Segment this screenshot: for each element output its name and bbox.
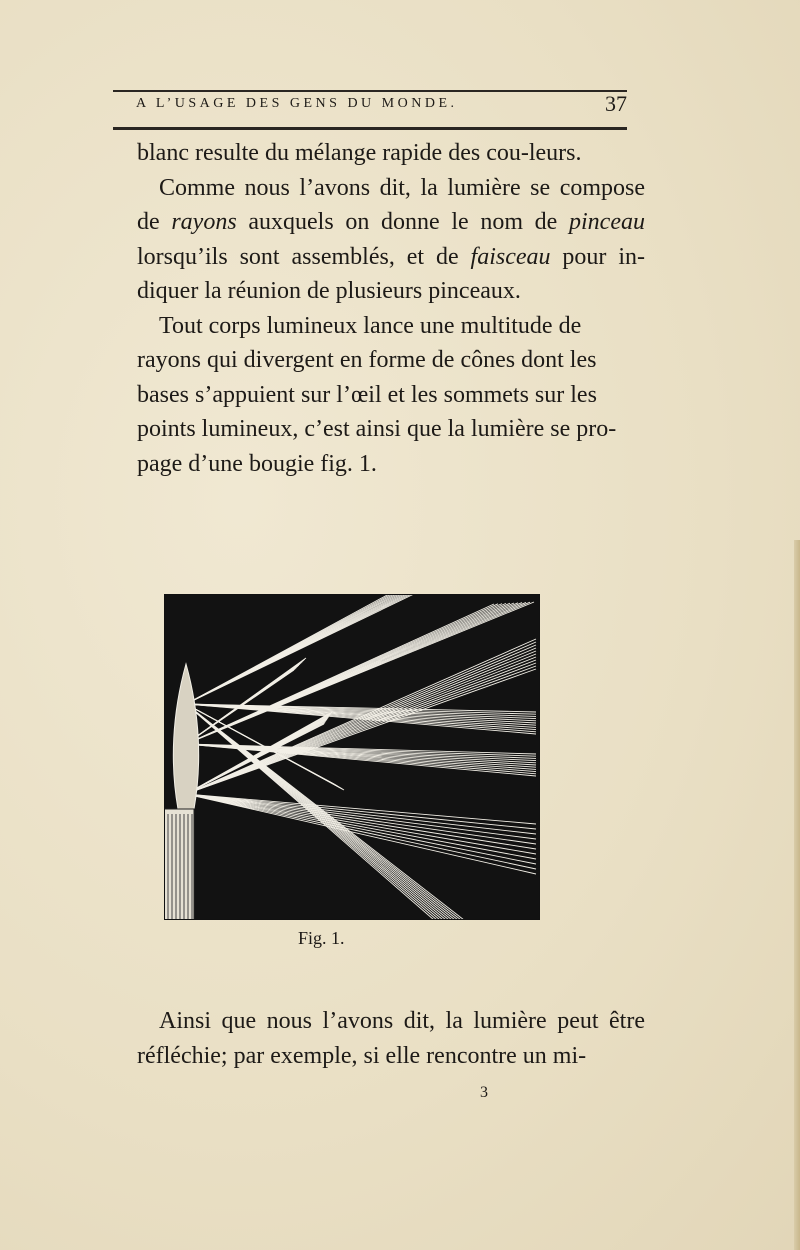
paragraph-3 <box>137 309 645 482</box>
page-edge <box>794 540 800 1250</box>
body-text-continued <box>137 1004 645 1073</box>
header-rule-top <box>113 90 627 92</box>
text-run: lorsqu’ils sont assemblés, et de <box>137 243 471 270</box>
figure-caption: Fig. 1. <box>298 928 345 948</box>
paragraph-4: Ainsi que nous l’avons dit, la lumière peut être réfléchie; par exemple, si elle rencontre un mi- <box>137 1008 645 1069</box>
text-run: blanc resulte du mélange rapide des cou-leurs. <box>137 140 582 166</box>
figure-candle-rays <box>164 594 540 920</box>
paragraph-1 <box>137 136 645 171</box>
running-title: A L’USAGE DES GENS DU MONDE. <box>136 96 458 111</box>
signature-mark: 3 <box>480 1084 488 1101</box>
running-header <box>113 93 627 123</box>
candle-light-rays-engraving <box>164 594 540 920</box>
text-run: Comme nous l’avons dit, la lumière se compose de <box>137 174 645 235</box>
italic-term: faisceau <box>470 243 551 270</box>
header-rule-bottom <box>113 127 627 130</box>
text-run: auxquels on donne le nom de <box>236 209 570 235</box>
paragraph-2 <box>137 171 645 309</box>
page-number: 37 <box>605 91 627 116</box>
text-run: pour in-diquer la réunion de plusieurs pinceaux. <box>137 243 645 304</box>
body-text <box>137 136 645 481</box>
text-run: Tout corps lumineux lance une multitude de rayons qui divergent en forme de cônes dont les bases s’appuient sur l’œil et les sommets sur les points lumineux, c’est ainsi que la lumière se pro-page d’une bougie fig. 1. <box>137 312 617 477</box>
italic-term: pinceau <box>569 209 645 235</box>
italic-term: rayons <box>171 209 237 235</box>
